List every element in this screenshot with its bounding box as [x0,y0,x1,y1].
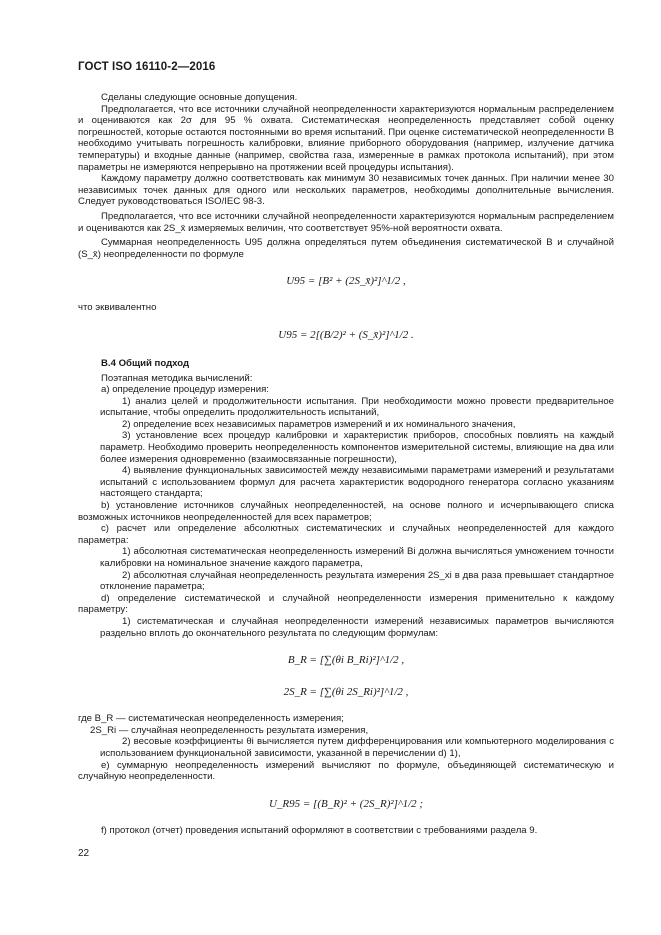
list-item: 2) весовые коэффициенты θi вычисляется путем дифференцирования или компьютерного моделирования с использованием функциональной зависимости, указанной в перечислении d) 1), [100,736,614,759]
list-item: b) установление источников случайных неопределенностей, на основе полного и исчерпывающего списка возможных источников неопределенностей для всех параметров; [78,500,614,523]
paragraph: Поэтапная методика вычислений: [101,372,253,384]
list-item: 4) выявление функциональных зависимостей между независимыми параметрами измерений и результатами испытаний с использованием формул для расчета характеристик водородного генератора согласно указаниям настоящего стандарта; [100,465,614,500]
document-header: ГОСТ ISO 16110-2—2016 [78,61,216,73]
list-item: 1) анализ целей и продолжительности испытания. При необходимости можно провести предварительное испытание, чтобы определить продолжительность испытаний, [100,395,614,419]
paragraph: Каждому параметру должно соответствовать как минимум 30 независимых точек данных. При наличии менее 30 независимых точек данных для одного или нескольких параметров, необходимы дополнительные вычисления. Следует руководствоваться ISO/IEC 98-3. [78,173,614,208]
formula-2sr: 2S_R = [∑(θi 2S_Ri)²]^1/2 , [283,686,409,699]
list-item: а) определение процедур измерения: [101,384,269,396]
paragraph: Суммарная неопределенность U95 должна определяться путем объединения систематической B и случайной (S_x̄) неопределенности по формуле [78,237,614,260]
page-number: 22 [78,848,90,859]
list-item: 1) абсолютная систематическая неопределенность измерений Bi должна вычисляться умножением точности калибровки на номинальное значение каждого параметра, [100,546,614,569]
section-title: В.4 Общий подход [101,357,190,369]
page-content [78,92,614,836]
list-item: 2) абсолютная случайная неопределенность результата измерения 2S_xi в два раза превышает стандартное отклонение параметра; [100,569,614,593]
definition: 2S_Ri — случайная неопределенность результата измерения, [90,724,369,736]
list-item: 1) систематическая и случайная неопределенности измерений независимых параметров вычисляются раздельно вплоть до окончательного результата по следующим формулам: [100,615,614,639]
paragraph-equivalent: что эквивалентно [78,302,157,314]
formula-u95-equivalent: U95 = 2[(B/2)² + (S_x̄)²]^1/2 . [278,328,414,341]
definition: где B_R — систематическая неопределенность измерения; [78,713,344,725]
formula-br: B_R = [∑(θi B_Ri)²]^1/2 , [287,654,405,667]
list-item: d) определение систематической и случайной неопределенности измерения применительно к каждому параметру: [78,592,614,616]
list-item: c) расчет или определение абсолютных систематических и случайных неопределенностей для каждого параметра: [78,523,614,546]
formula-ur95: U_R95 = [(B_R)² + (2S_R)²]^1/2 ; [268,797,424,810]
list-item: 2) определение всех независимых параметров измерений и их номинального значения, [122,418,516,430]
paragraph: Предполагается, что все источники случайной неопределенности характеризуются нормальным распределением и оцениваются как 2S_x̄ измеряемых величин, что соответствует 95%-ной вероятности охвата. [78,210,614,234]
list-item: f) протокол (отчет) проведения испытаний оформляют в соответствии с требованиями раздела 9. [101,824,538,836]
formula-u95: U95 = [B² + (2S_x̄)²]^1/2 , [286,275,406,288]
list-item: 3) установление всех процедур калибровки и характеристик приборов, способных повлиять на каждый параметр. Необходимо проверить неопределенность компонентов измерительной системы, влияющие на два или более измерения одновременно (взаимосвязанные погрешности), [100,430,614,465]
list-item: e) суммарную неопределенность измерений вычисляют по формуле, объединяющей систематическую и случайную неопределенности. [78,759,614,783]
paragraph: Сделаны следующие основные допущения. [101,92,298,103]
paragraph: Предполагается, что все источники случайной неопределенности характеризуются нормальным распределением и оцениваются как 2σ для 95 % охвата. Систематическая неопределенность представляет собой оценку погрешностей, которые остаются постоянными во время испытаний. При оценке систематической неопределенности B необходимо учитывать погрешность калибровки, влияние приборного оборудования (например, излучение датчика температуры) и входные данные (например, свойства газа, измеренные в рамках протокола испытаний), при этом параметры не измеряются непрерывно на протяжении всей процедуры испытания). [78,103,614,173]
